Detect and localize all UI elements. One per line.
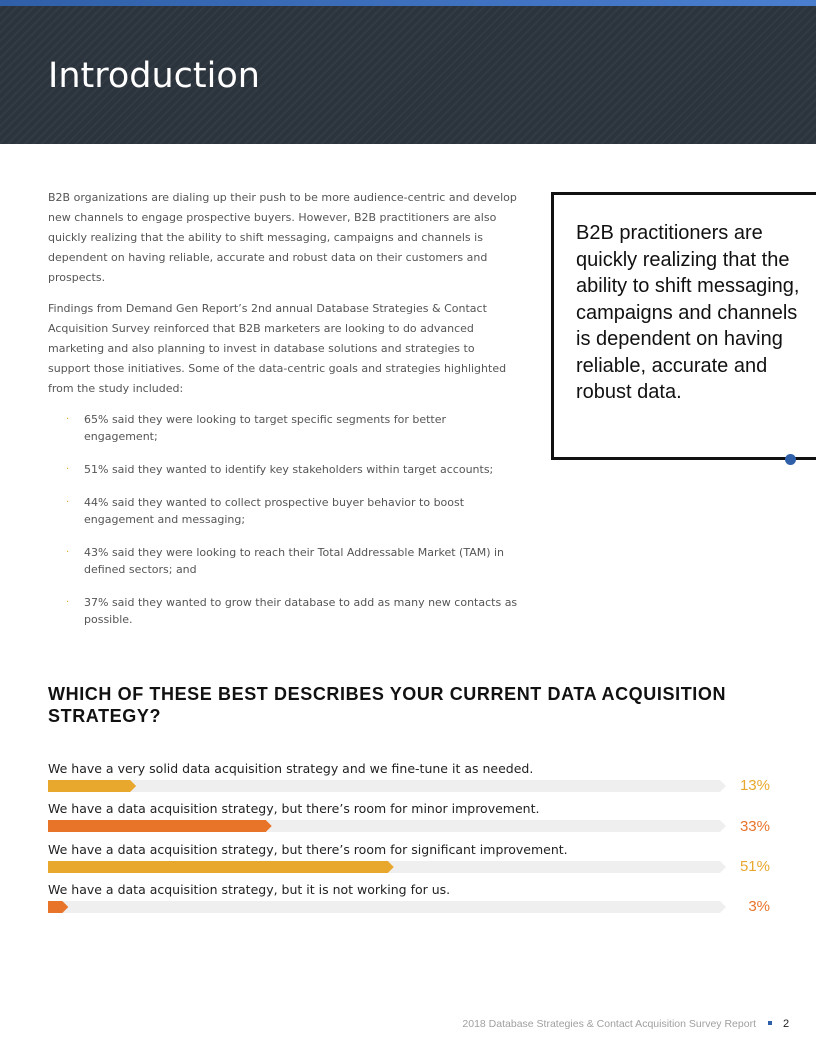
bar-not-working (48, 901, 68, 913)
bar-significant-improvement (48, 861, 394, 873)
bar-very-solid (48, 780, 136, 792)
bar-track-not-working (48, 901, 726, 913)
intro-body (48, 188, 518, 644)
bullet-icon: · (66, 497, 70, 508)
bar-label-not-working: We have a data acquisition strategy, but it is not working for us. (48, 882, 451, 897)
bullet-icon: · (66, 597, 70, 608)
circle-dot-icon (785, 454, 796, 465)
bar-track-very-solid (48, 780, 726, 792)
bar-label-significant-improvement: We have a data acquisition strategy, but there’s room for significant improvement. (48, 842, 568, 857)
bullet-icon: · (66, 547, 70, 558)
footer-report-title: 2018 Database Strategies & Contact Acquisition Survey Report (462, 1018, 756, 1030)
bar-minor-improvement (48, 820, 272, 832)
pull-quote-text: B2B practitioners are quickly realizing that the ability to shift messaging, campaigns and channels is dependent on having reliable, accurate and robust data. (576, 222, 800, 403)
list-item: · 65% said they were looking to target specific segments for better engagement; (66, 413, 447, 443)
footer (0, 1018, 782, 1030)
bullet-icon: · (66, 414, 70, 425)
bar-label-very-solid: We have a very solid data acquisition strategy and we fine-tune it as needed. (48, 761, 534, 776)
chart-title: WHICH OF THESE BEST DESCRIBES YOUR CURRENT DATA ACQUISITION STRATEGY? (48, 684, 727, 726)
list-item: · 51% said they wanted to identify key stakeholders within target accounts; (66, 463, 494, 476)
bar-value-minor-improvement: 33% (739, 818, 770, 835)
page-title: Introduction (48, 56, 260, 96)
bar-label-minor-improvement: We have a data acquisition strategy, but there’s room for minor improvement. (48, 801, 540, 816)
list-item: · 44% said they wanted to collect prospective buyer behavior to boost engagement and messaging; (66, 496, 465, 526)
list-item: · 43% said they were looking to reach their Total Addressable Market (TAM) in defined sectors; and (66, 546, 505, 576)
page-header (0, 6, 816, 144)
bullet-icon: · (66, 464, 70, 475)
bar-value-not-working: 3% (748, 898, 770, 915)
bar-track-minor-improvement (48, 820, 726, 832)
pull-quote-box (551, 192, 816, 460)
intro-paragraph-1: B2B organizations are dialing up their push to be more audience-centric and develop new channels to engage prospective buyers. However, B2B practitioners are also quickly realizing that the ability to shift messaging, campaigns and channels is dependent on having reliable, accurate and robust data on their customers and prospects. (48, 191, 517, 284)
page-number: 2 (783, 1018, 790, 1030)
intro-paragraph-2: Findings from Demand Gen Report’s 2nd annual Database Strategies & Contact Acquisition Survey reinforced that B2B marketers are looking to do advanced marketing and also planning to invest in database solutions and strategies to support those initiatives. Some of the data-centric goals and strategies highlighted from the study included: (48, 302, 507, 395)
list-item: · 37% said they wanted to grow their database to add as many new contacts as possible. (66, 596, 518, 626)
bar-value-very-solid: 13% (739, 777, 770, 794)
square-bullet-icon (768, 1021, 772, 1025)
findings-list (48, 411, 518, 628)
bar-track-significant-improvement (48, 861, 726, 873)
bar-value-significant-improvement: 51% (739, 858, 770, 875)
